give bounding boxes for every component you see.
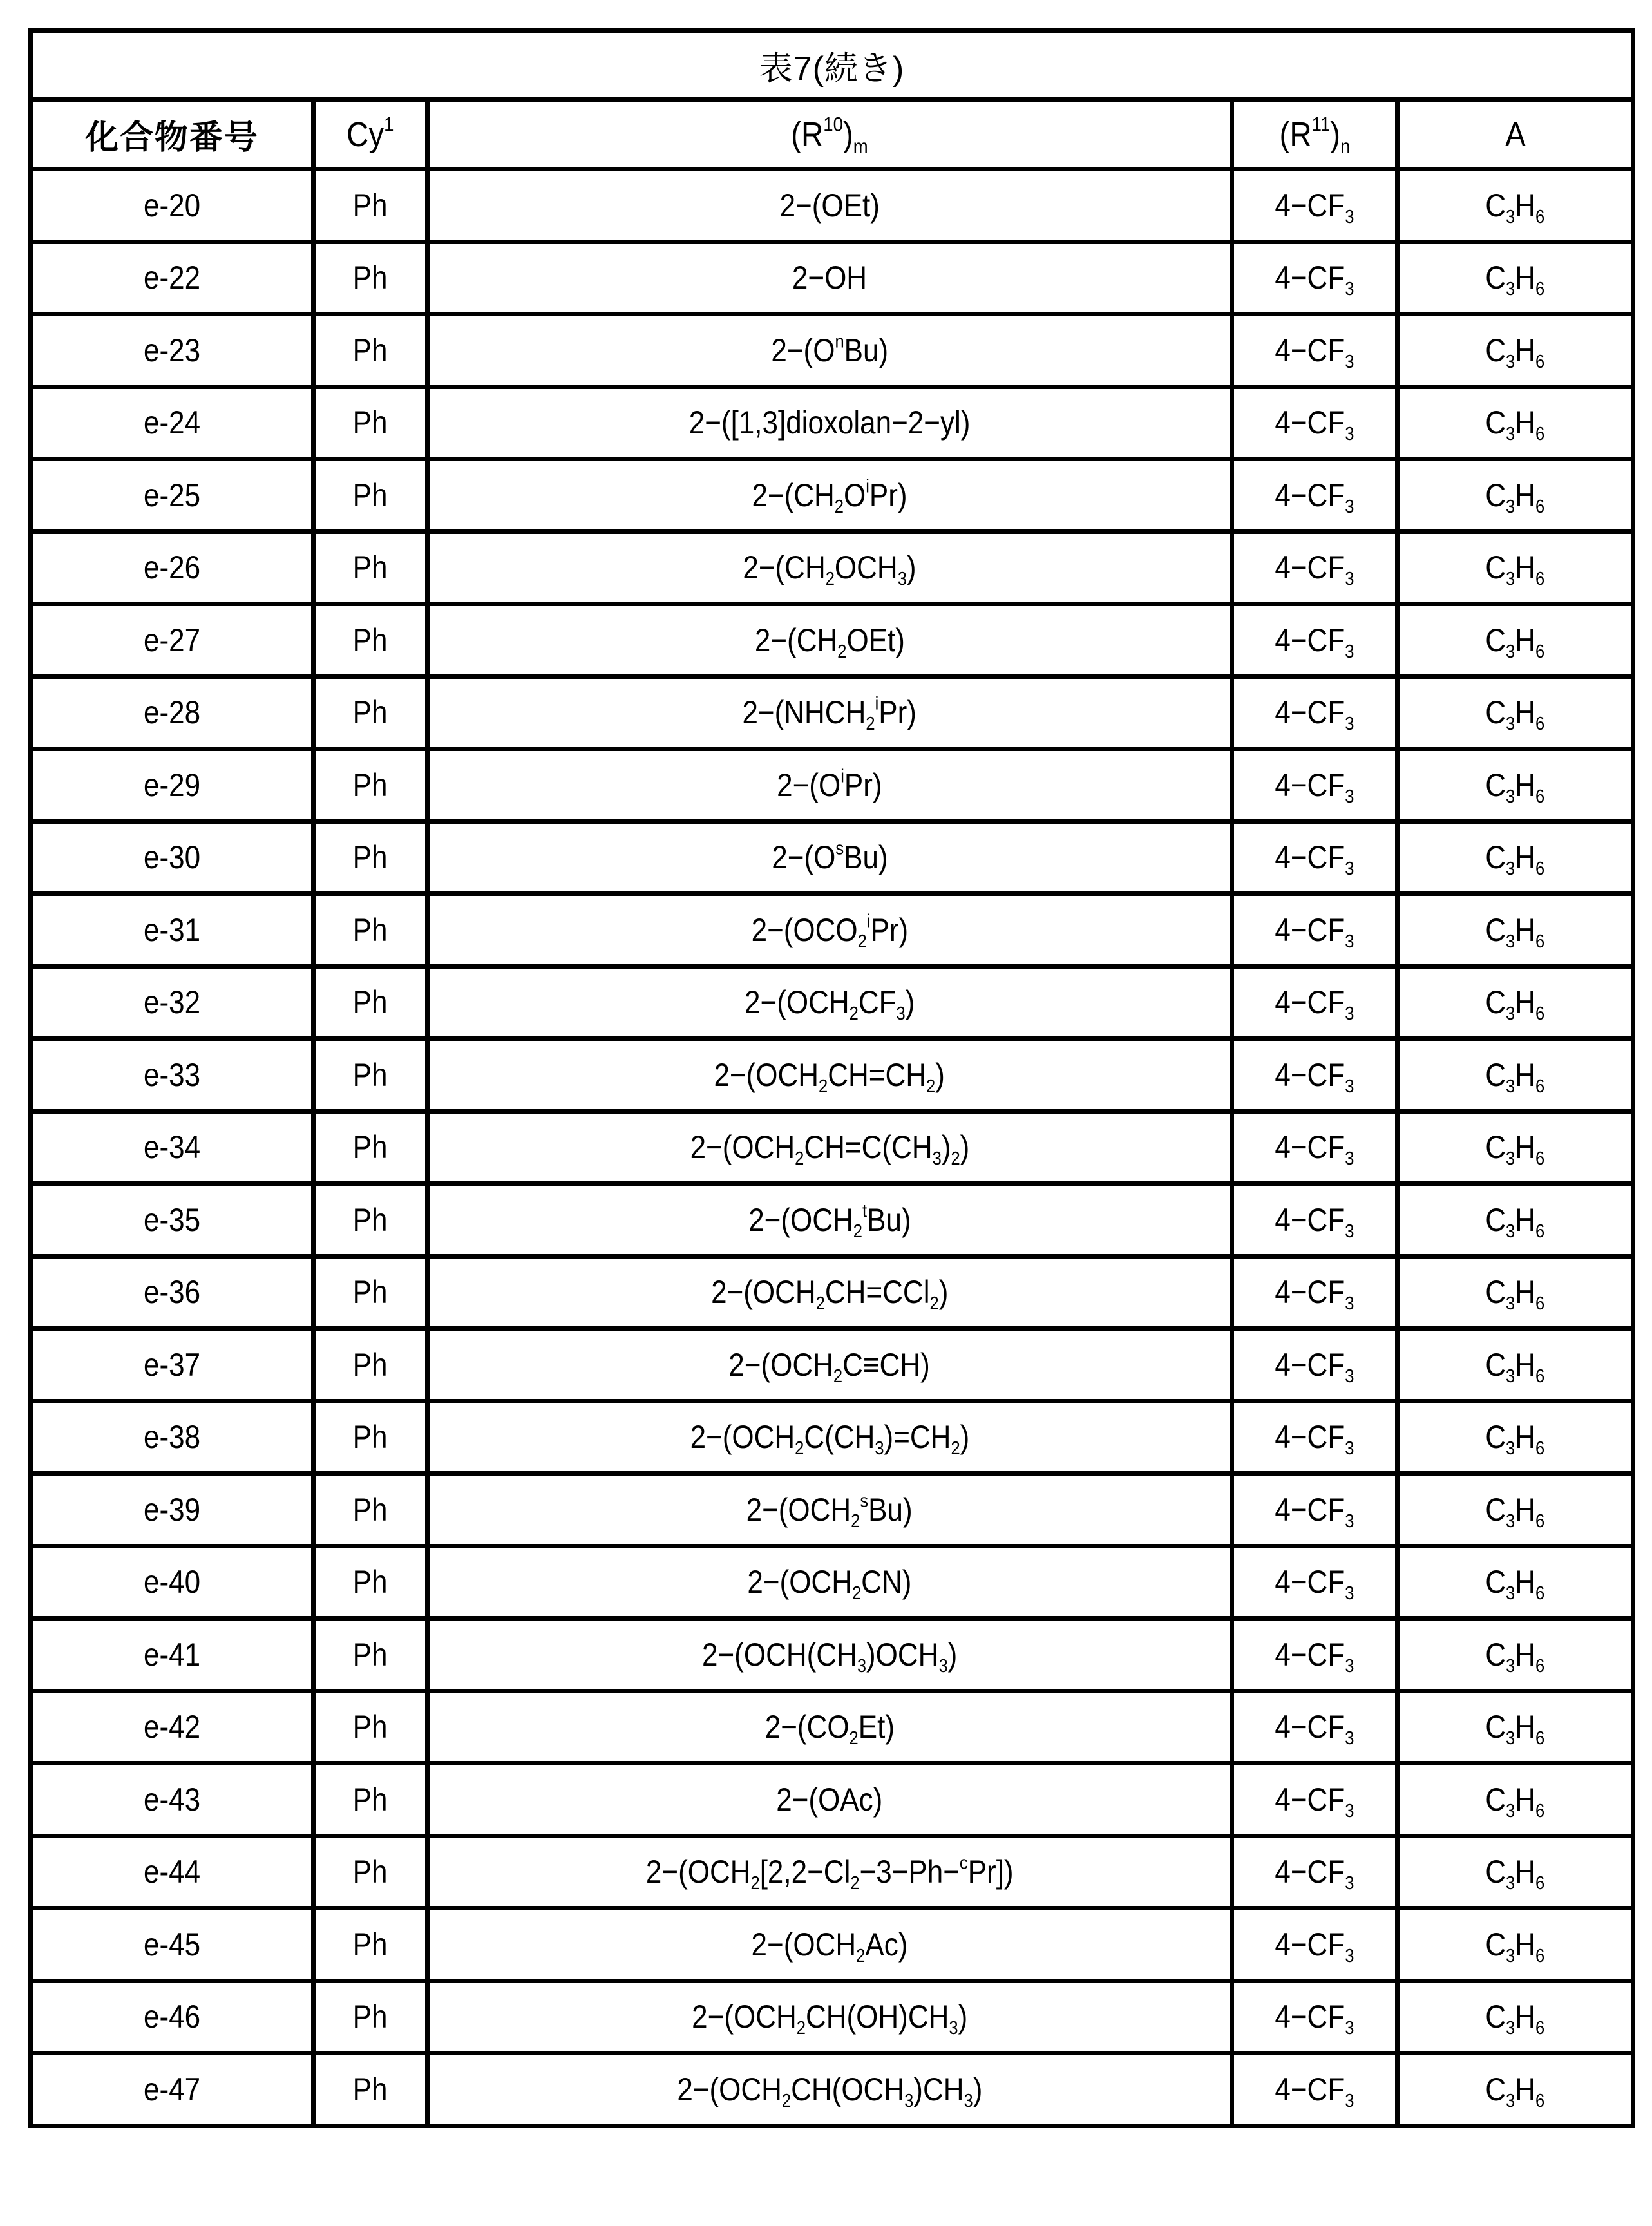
cell-a: $C_3H_6$ <box>1398 1111 1633 1184</box>
cell-a: $C_3H_6$ <box>1398 1836 1633 1908</box>
cell-r11: $4-CF_3$ <box>1232 1908 1398 1981</box>
table-title <box>31 31 1633 100</box>
table-row <box>31 386 1633 459</box>
cell-r11: $4-CF_3$ <box>1232 1546 1398 1619</box>
table-row <box>31 1691 1633 1764</box>
cell-r11: $4-CF_3$ <box>1232 459 1398 532</box>
table-row <box>31 1619 1633 1691</box>
cell-r11: $4-CF_3$ <box>1232 1981 1398 2053</box>
cell-r10: $2-(CH_2O^iPr)$ <box>428 459 1232 532</box>
cell-r11: $4-CF_3$ <box>1232 821 1398 894</box>
cell-a: $C_3H_6$ <box>1398 1908 1633 1981</box>
table-row <box>31 314 1633 387</box>
header-r11n: $(R^{11})_n$ <box>1232 100 1398 169</box>
cell-a: $C_3H_6$ <box>1398 531 1633 604</box>
cell-r11: $4-CF_3$ <box>1232 386 1398 459</box>
cell-r10: $2-(CH_2OCH_3)$ <box>428 531 1232 604</box>
cell-compound-no: e-40 <box>31 1546 314 1619</box>
cell-compound-no: e-38 <box>31 1401 314 1474</box>
cell-r10: 2−(OAc) <box>428 1764 1232 1836</box>
cell-cy1: Ph <box>314 459 428 532</box>
header-a: A <box>1398 100 1633 169</box>
table-row <box>31 894 1633 967</box>
cell-cy1: Ph <box>314 1256 428 1329</box>
cell-a: $C_3H_6$ <box>1398 1401 1633 1474</box>
cell-compound-no: e-39 <box>31 1474 314 1546</box>
cell-r11: $4-CF_3$ <box>1232 1111 1398 1184</box>
cell-cy1: Ph <box>314 314 428 387</box>
table-row <box>31 1256 1633 1329</box>
cell-compound-no: e-26 <box>31 531 314 604</box>
table-row <box>31 2053 1633 2126</box>
cell-r11: $4-CF_3$ <box>1232 531 1398 604</box>
cell-cy1: Ph <box>314 1619 428 1691</box>
cell-r11: $4-CF_3$ <box>1232 1474 1398 1546</box>
cell-r11: $4-CF_3$ <box>1232 1401 1398 1474</box>
cell-a: $C_3H_6$ <box>1398 459 1633 532</box>
cell-r11: $4-CF_3$ <box>1232 749 1398 822</box>
cell-compound-no: e-23 <box>31 314 314 387</box>
cell-cy1: Ph <box>314 1111 428 1184</box>
cell-a: $C_3H_6$ <box>1398 1691 1633 1764</box>
cell-compound-no: e-34 <box>31 1111 314 1184</box>
cell-r10: $2-(O^iPr)$ <box>428 749 1232 822</box>
cell-cy1: Ph <box>314 1764 428 1836</box>
table-row <box>31 1981 1633 2053</box>
cell-r10: $2-(OCH_2C(CH_3)=CH_2)$ <box>428 1401 1232 1474</box>
table-title-row <box>31 31 1633 100</box>
cell-compound-no: e-45 <box>31 1908 314 1981</box>
header-compound-no: 化合物番号 <box>31 100 314 169</box>
cell-r10: $2-(OCO_2^iPr)$ <box>428 894 1232 967</box>
cell-a: $C_3H_6$ <box>1398 1256 1633 1329</box>
cell-compound-no: e-30 <box>31 821 314 894</box>
cell-cy1: Ph <box>314 1981 428 2053</box>
cell-r10: $2-(OCH_2CH(OCH_3)CH_3)$ <box>428 2053 1232 2126</box>
cell-compound-no: e-47 <box>31 2053 314 2126</box>
table-row <box>31 1401 1633 1474</box>
cell-r10: $2-(NHCH_2^iPr)$ <box>428 676 1232 749</box>
cell-r10: $2-(OCH_2CH=C(CH_3)_2)$ <box>428 1111 1232 1184</box>
table-row <box>31 531 1633 604</box>
cell-a: $C_3H_6$ <box>1398 604 1633 677</box>
cell-compound-no: e-46 <box>31 1981 314 2053</box>
cell-r11: $4-CF_3$ <box>1232 1184 1398 1257</box>
cell-cy1: Ph <box>314 1836 428 1908</box>
compound-table <box>28 28 1635 2128</box>
cell-cy1: Ph <box>314 1184 428 1257</box>
table-row <box>31 1908 1633 1981</box>
cell-compound-no: e-35 <box>31 1184 314 1257</box>
cell-r10: $2-(OCH_2CH=CH_2)$ <box>428 1039 1232 1112</box>
cell-compound-no: e-29 <box>31 749 314 822</box>
cell-cy1: Ph <box>314 894 428 967</box>
cell-r10: $2-(OCH_2^sBu)$ <box>428 1474 1232 1546</box>
cell-r10: 2−(OEt) <box>428 169 1232 242</box>
cell-r10: $2-(O^nBu)$ <box>428 314 1232 387</box>
header-row <box>31 100 1633 169</box>
cell-cy1: Ph <box>314 1329 428 1402</box>
cell-a: $C_3H_6$ <box>1398 821 1633 894</box>
cell-cy1: Ph <box>314 531 428 604</box>
table-row <box>31 1474 1633 1546</box>
cell-a: $C_3H_6$ <box>1398 966 1633 1039</box>
cell-r10: $2-(O^sBu)$ <box>428 821 1232 894</box>
cell-r10: $2-(OCH(CH_3)OCH_3)$ <box>428 1619 1232 1691</box>
cell-a: $C_3H_6$ <box>1398 314 1633 387</box>
cell-r10: $2-(CH_2OEt)$ <box>428 604 1232 677</box>
table-row <box>31 1546 1633 1619</box>
cell-cy1: Ph <box>314 821 428 894</box>
cell-a: $C_3H_6$ <box>1398 2053 1633 2126</box>
cell-r11: $4-CF_3$ <box>1232 676 1398 749</box>
cell-r10: $2-(CO_2Et)$ <box>428 1691 1232 1764</box>
cell-compound-no: e-31 <box>31 894 314 967</box>
cell-r11: $4-CF_3$ <box>1232 966 1398 1039</box>
cell-compound-no: e-36 <box>31 1256 314 1329</box>
cell-cy1: Ph <box>314 1908 428 1981</box>
cell-a: $C_3H_6$ <box>1398 1329 1633 1402</box>
cell-r10: $2-(OCH_2CH(OH)CH_3)$ <box>428 1981 1232 2053</box>
cell-cy1: Ph <box>314 966 428 1039</box>
cell-a: $C_3H_6$ <box>1398 1619 1633 1691</box>
cell-a: $C_3H_6$ <box>1398 1546 1633 1619</box>
table-row <box>31 1329 1633 1402</box>
table-row <box>31 242 1633 314</box>
cell-r11: $4-CF_3$ <box>1232 1836 1398 1908</box>
cell-r10: $2-(OCH_2[2,2-Cl_2-3-Ph-^cPr])$ <box>428 1836 1232 1908</box>
table-row <box>31 1836 1633 1908</box>
table-row <box>31 1039 1633 1112</box>
table-row <box>31 676 1633 749</box>
cell-r10: $2-(OCH_2^tBu)$ <box>428 1184 1232 1257</box>
cell-cy1: Ph <box>314 386 428 459</box>
cell-compound-no: e-24 <box>31 386 314 459</box>
cell-compound-no: e-25 <box>31 459 314 532</box>
cell-a: $C_3H_6$ <box>1398 1474 1633 1546</box>
cell-r10: $2-(OCH_2CF_3)$ <box>428 966 1232 1039</box>
cell-a: $C_3H_6$ <box>1398 676 1633 749</box>
table-row <box>31 749 1633 822</box>
table-row <box>31 459 1633 532</box>
cell-a: $C_3H_6$ <box>1398 1184 1633 1257</box>
table-row <box>31 1184 1633 1257</box>
cell-cy1: Ph <box>314 1546 428 1619</box>
cell-r10: $2-(OCH_2CH=CCl_2)$ <box>428 1256 1232 1329</box>
cell-cy1: Ph <box>314 2053 428 2126</box>
table-row <box>31 169 1633 242</box>
cell-r11: $4-CF_3$ <box>1232 242 1398 314</box>
cell-compound-no: e-27 <box>31 604 314 677</box>
cell-r11: $4-CF_3$ <box>1232 169 1398 242</box>
cell-cy1: Ph <box>314 242 428 314</box>
cell-compound-no: e-32 <box>31 966 314 1039</box>
cell-compound-no: e-41 <box>31 1619 314 1691</box>
cell-a: $C_3H_6$ <box>1398 386 1633 459</box>
table-row <box>31 604 1633 677</box>
table-row <box>31 966 1633 1039</box>
cell-r10: $2-(OCH_2CN)$ <box>428 1546 1232 1619</box>
cell-r11: $4-CF_3$ <box>1232 1764 1398 1836</box>
cell-r11: $4-CF_3$ <box>1232 2053 1398 2126</box>
table-title-text: 表7(続き) <box>759 50 905 88</box>
cell-r11: $4-CF_3$ <box>1232 314 1398 387</box>
cell-cy1: Ph <box>314 749 428 822</box>
cell-cy1: Ph <box>314 1474 428 1546</box>
cell-r10: $2-(OCH_2Ac)$ <box>428 1908 1232 1981</box>
cell-r10: $2-(OCH_2C\equiv CH)$ <box>428 1329 1232 1402</box>
cell-r11: $4-CF_3$ <box>1232 1039 1398 1112</box>
cell-cy1: Ph <box>314 604 428 677</box>
cell-a: $C_3H_6$ <box>1398 1039 1633 1112</box>
cell-cy1: Ph <box>314 1691 428 1764</box>
cell-compound-no: e-22 <box>31 242 314 314</box>
cell-r11: $4-CF_3$ <box>1232 604 1398 677</box>
cell-a: $C_3H_6$ <box>1398 169 1633 242</box>
cell-r11: $4-CF_3$ <box>1232 1329 1398 1402</box>
cell-a: $C_3H_6$ <box>1398 1764 1633 1836</box>
table-row <box>31 1111 1633 1184</box>
cell-compound-no: e-20 <box>31 169 314 242</box>
cell-a: $C_3H_6$ <box>1398 242 1633 314</box>
header-r10m: $(R^{10})_m$ <box>428 100 1232 169</box>
cell-r11: $4-CF_3$ <box>1232 1256 1398 1329</box>
table-row <box>31 821 1633 894</box>
cell-cy1: Ph <box>314 1401 428 1474</box>
cell-r11: $4-CF_3$ <box>1232 894 1398 967</box>
cell-cy1: Ph <box>314 169 428 242</box>
cell-cy1: Ph <box>314 1039 428 1112</box>
cell-compound-no: e-42 <box>31 1691 314 1764</box>
cell-r11: $4-CF_3$ <box>1232 1691 1398 1764</box>
cell-compound-no: e-43 <box>31 1764 314 1836</box>
cell-a: $C_3H_6$ <box>1398 1981 1633 2053</box>
header-cy1: Cy$^1$ <box>314 100 428 169</box>
cell-compound-no: e-33 <box>31 1039 314 1112</box>
cell-compound-no: e-28 <box>31 676 314 749</box>
cell-a: $C_3H_6$ <box>1398 894 1633 967</box>
cell-compound-no: e-37 <box>31 1329 314 1402</box>
cell-r10: 2−([1,3]dioxolan−2−yl) <box>428 386 1232 459</box>
cell-r11: $4-CF_3$ <box>1232 1619 1398 1691</box>
table-row <box>31 1764 1633 1836</box>
cell-cy1: Ph <box>314 676 428 749</box>
cell-compound-no: e-44 <box>31 1836 314 1908</box>
cell-r10: 2−OH <box>428 242 1232 314</box>
cell-a: $C_3H_6$ <box>1398 749 1633 822</box>
